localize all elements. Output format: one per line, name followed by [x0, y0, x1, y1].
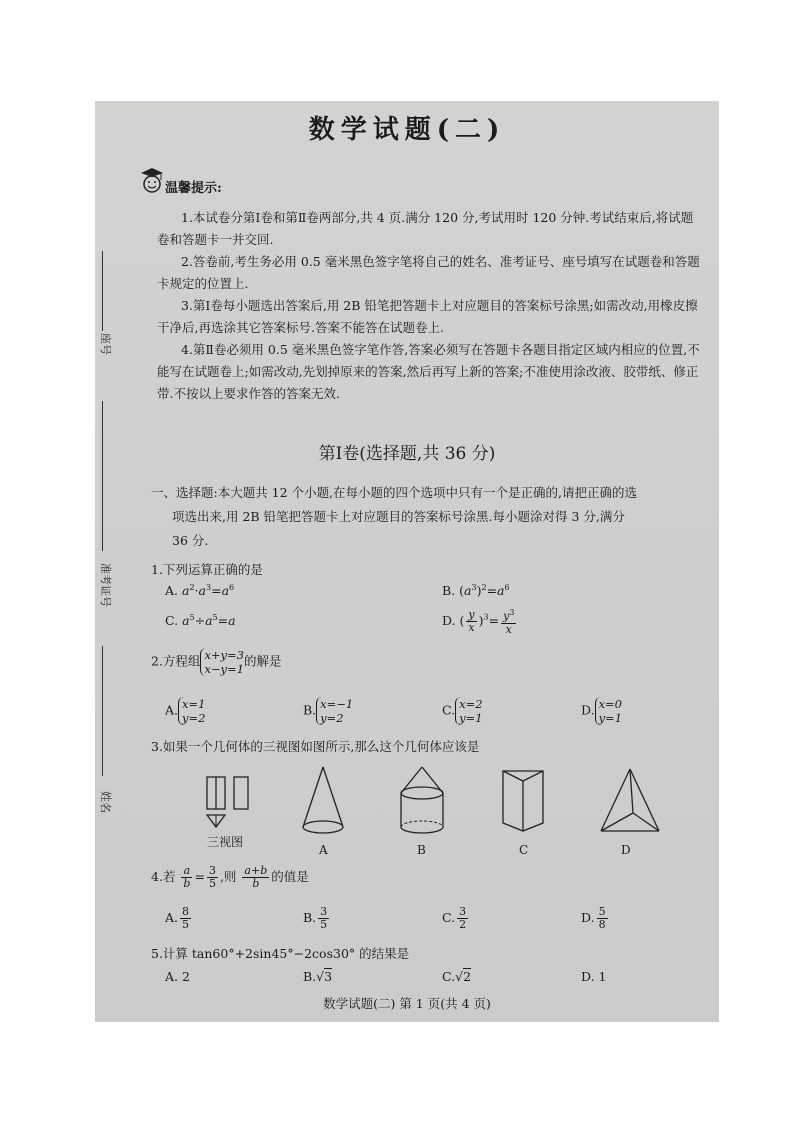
page-title: 数学试题(二) — [308, 115, 506, 145]
q1-option-d: D. ( $\frac{y}{x}$ )$^3$= $\frac{y^3}{x}$ — [442, 607, 515, 636]
part-instructions-line3: 36 分. — [172, 533, 209, 548]
q1-option-b: B. $(a^3)^2=a^6$ — [442, 583, 510, 599]
part-instructions-line1: 一、选择题:本大题共 12 个小题,在每小题的四个选项中只有一个是正确的,请把正确的选 — [151, 485, 638, 500]
q5-option-c: C.√2 — [442, 969, 472, 984]
q4-option-b: B. $\frac{3}{5}$ — [303, 905, 328, 931]
question-5-stem: 5.计算 tan60°+2sin45°−2cos30° 的结果是 — [151, 946, 410, 961]
question-4-stem: 4.若 $\frac{a}{b}$ = $\frac{3}{5}$ ,则 $\frac{a+b}{b}$ 的值是 — [151, 864, 309, 890]
instruction-3: 3.第Ⅰ卷每小题选出答案后,用 2B 铅笔把答题卡上对应题目的答案标号涂黑;如需改动,用橡皮擦干净后,再选涂其它答案标号.答案不能答在试题卷上. — [157, 298, 698, 335]
figure-b-label: B — [417, 843, 426, 857]
question-1-stem: 1.下列运算正确的是 — [151, 562, 263, 577]
section-title: 第Ⅰ卷(选择题,共 36 分) — [318, 444, 496, 464]
binding-line — [102, 646, 103, 776]
exam-page — [95, 101, 719, 1022]
side-label-name: 姓名 — [99, 791, 112, 813]
three-view-figure — [203, 773, 253, 831]
figure-c-label: C — [519, 843, 529, 857]
smiley-graduate-icon — [139, 167, 165, 195]
binding-line — [102, 401, 103, 551]
q4-option-c: C. $\frac{3}{2}$ — [442, 905, 467, 931]
page-footer: 数学试题(二) 第 1 页(共 4 页) — [323, 996, 491, 1011]
q2-option-c: C. x=2 y=1 — [442, 697, 483, 725]
triangular-prism-figure — [499, 765, 547, 837]
q4-option-d: D. $\frac{5}{8}$ — [581, 905, 606, 931]
binding-line — [102, 251, 103, 331]
figure-a-label: A — [319, 843, 328, 857]
q1-option-a: A. $a^2\cdot a^3=a^6$ — [165, 583, 235, 599]
q5-option-a: A. 2 — [165, 969, 190, 984]
tip-label: 温馨提示: — [165, 181, 222, 196]
q5-option-d: D. 1 — [581, 969, 607, 984]
instruction-4: 4.第Ⅱ卷必须用 0.5 毫米黑色签字笔作答,答案必须写在答题卡各题目指定区域内相应的位置,不能写在试题卷上;如需改动,先划掉原来的答案,然后再写上新的答案;不准使用涂改液、胶带纸、修正带.不按以上要求作答的答案无效. — [157, 342, 700, 401]
part-instructions-line2: 项选出来,用 2B 铅笔把答题卡上对应题目的答案标号涂黑.每小题涂对得 3 分,满分 — [172, 509, 625, 524]
instruction-2: 2.答卷前,考生务必用 0.5 毫米黑色签字笔将自己的姓名、准考证号、座号填写在试题卷和答题卡规定的位置上. — [157, 254, 700, 291]
q1-option-c: C. $a^5\div a^5=a$ — [165, 613, 236, 629]
figure-d-label: D — [621, 843, 631, 857]
q2-option-b: B. x=−1 y=2 — [303, 697, 354, 725]
question-3-stem: 3.如果一个几何体的三视图如图所示,那么这个几何体应该是 — [151, 739, 480, 754]
q4-option-a: A. $\frac{8}{5}$ — [165, 905, 190, 931]
q2-option-a: A. x=1 y=2 — [165, 697, 206, 725]
side-label-exam-no: 准考证号 — [99, 563, 112, 607]
instruction-1: 1.本试卷分第Ⅰ卷和第Ⅱ卷两部分,共 4 页.满分 120 分,考试用时 120 分钟.考试结束后,将试题卷和答题卡一并交回. — [157, 210, 694, 247]
q5-option-b: B.√3 — [303, 969, 333, 984]
question-2-stem: 2.方程组 x+y=3 x−y=1 的解是 — [151, 648, 282, 676]
three-view-label: 三视图 — [207, 835, 244, 849]
cone-on-cylinder-figure — [395, 763, 449, 839]
cone-figure — [297, 763, 349, 839]
q2-option-d: D. x=0 y=1 — [581, 697, 623, 725]
side-label-seat: 座号 — [99, 333, 112, 355]
triangular-pyramid-figure — [597, 765, 663, 837]
